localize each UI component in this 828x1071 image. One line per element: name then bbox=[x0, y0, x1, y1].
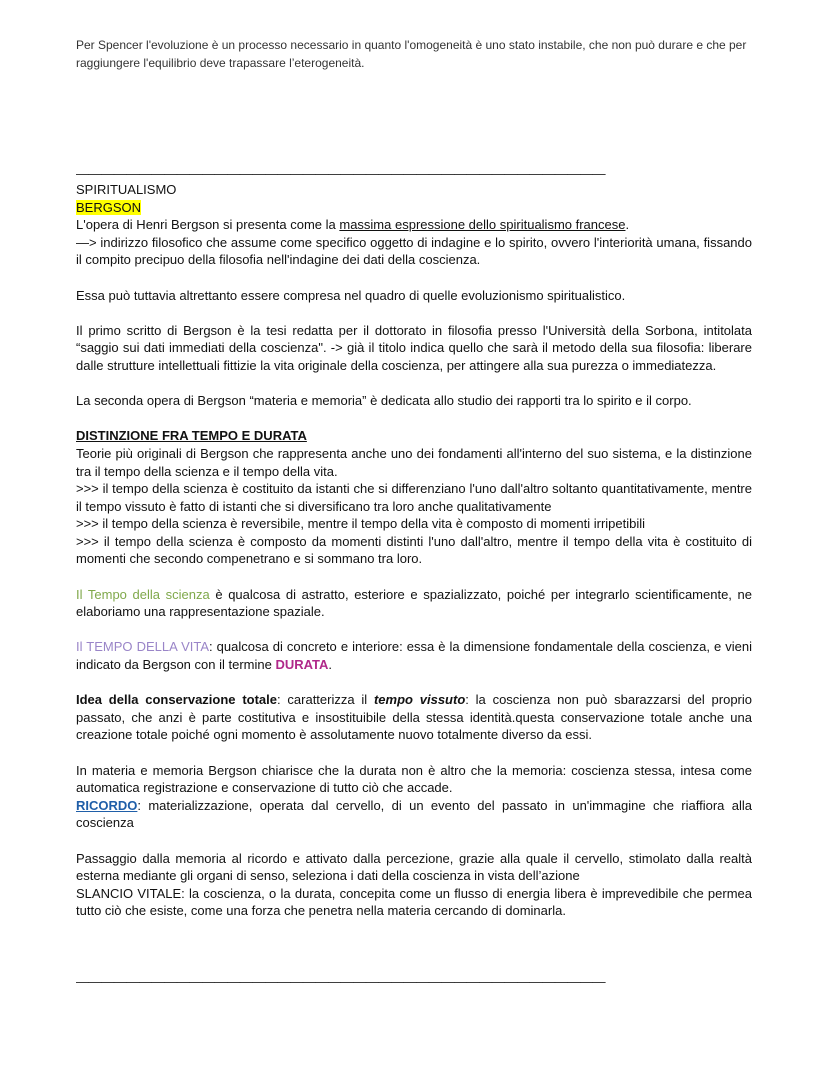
term-ricordo: RICORDO bbox=[76, 797, 138, 813]
main-content bbox=[76, 181, 752, 920]
section-title: SPIRITUALISMO bbox=[76, 182, 177, 197]
label-tempo-scienza: Il Tempo della scienza bbox=[76, 586, 210, 602]
paragraph-tempo-vita: Il TEMPO DELLA VITA: qualcosa di concreto e interiore: essa è la dimensione fondamentale della coscienza, e vieni indicato da Bergson con il termine DURATA. bbox=[76, 639, 752, 673]
paragraph-ricordo: RICORDO: materializzazione, operata dal cervello, di un evento del passato in un'immagine che riaffiora alla coscienza bbox=[76, 797, 752, 831]
bullet-distinti: >>> il tempo della scienza è composto da momenti distinti l'uno dall'altro, mentre il tempo della vita è costituito di momenti che secondo compenetrano e si sommano tra loro. bbox=[76, 533, 752, 567]
term-durata: DURATA bbox=[275, 657, 329, 673]
intro-paragraph: Per Spencer l'evoluzione è un processo necessario in quanto l'omogeneità è uno stato instabile, che non può durare e che per raggiungere l'equilibrio deve trapassare l’eterogeneità. bbox=[76, 38, 747, 70]
paragraph-opera: L'opera di Henri Bergson si presenta come la massima espressione dello spiritualismo francese. bbox=[76, 217, 630, 233]
paragraph-conservazione: Idea della conservazione totale: caratterizza il tempo vissuto: la coscienza non può sbarazzarsi del proprio passato, che anzi è parte costitutiva e insostituibile della stessa identità.questa conservazione totale anche una creazione totale poiché ogni momento è assolutamente nuovo totalmente diverso da essi. bbox=[76, 692, 752, 743]
paragraph-seconda-opera: La seconda opera di Bergson “materia e memoria” è dedicata allo studio dei rapporti tra lo spirito e il corpo. bbox=[76, 393, 692, 409]
label-tempo-vita: Il TEMPO DELLA VITA bbox=[76, 639, 210, 655]
author-highlight: BERGSON bbox=[76, 199, 142, 215]
divider-top: —————————————————————————————————————————— bbox=[76, 166, 606, 181]
author-line bbox=[76, 199, 752, 217]
bullet-reversibile: >>> il tempo della scienza è reversibile, mentre il tempo della vita è composto di momenti irripetibili bbox=[76, 516, 646, 532]
bullet-quantitativo: >>> il tempo della scienza è costituito da istanti che si differenziano l'uno dall'altro soltanto quantitativamente, mentre il tempo vissuto è fatto di istanti che si diversificano tra loro anche qualitativamente bbox=[76, 481, 752, 514]
paragraph-slancio: SLANCIO VITALE: la coscienza, o la durata, concepita come un flusso di energia libera è imprevedibile che permea tutto ciò che esiste, come una forza che penetra nella materia cercando di dominarla. bbox=[76, 885, 752, 919]
paragraph-teorie: Teorie più originali di Bergson che rappresenta anche uno dei fondamenti all'interno del suo sistema, e la distinzione tra il tempo della scienza e il tempo della vita. bbox=[76, 445, 752, 479]
underlined-phrase: massima espressione dello spiritualismo francese bbox=[339, 217, 626, 233]
heading-distinzione: DISTINZIONE FRA TEMPO E DURATA bbox=[76, 428, 307, 444]
paragraph-memoria: In materia e memoria Bergson chiarisce che la durata non è altro che la memoria: coscienza stessa, intesa come automatica registrazione e conservazione di tutto ciò che accade. bbox=[76, 762, 752, 796]
term-tempo-vissuto: tempo vissuto bbox=[373, 692, 466, 708]
paragraph-passaggio: Passaggio dalla memoria al ricordo e attivato dalla percezione, grazie alla quale il cervello, stimolato dalla realtà esterna mediante gli organi di senso, seleziona i dati della coscienza in vista dell’azione bbox=[76, 850, 752, 884]
divider-bottom: —————————————————————————————————————————— bbox=[76, 974, 606, 989]
paragraph-evoluzionismo: Essa può tuttavia altrettanto essere compresa nel quadro di quelle evoluzionismo spiritualistico. bbox=[76, 287, 626, 303]
paragraph-tempo-scienza: Il Tempo della scienza è qualcosa di astratto, esteriore e spazializzato, poiché per integrarlo scientificamente, ne elaboriamo una rappresentazione spaziale. bbox=[76, 586, 752, 620]
paragraph-indirizzo: —> indirizzo filosofico che assume come specifico oggetto di indagine e lo spirito, ovvero l'interiorità umana, fissando il compito precipuo della filosofia nell'indagine dei dati della coscienza. bbox=[76, 234, 752, 268]
label-conservazione: Idea della conservazione totale bbox=[76, 692, 277, 708]
paragraph-primo-scritto: Il primo scritto di Bergson è la tesi redatta per il dottorato in filosofia presso l'Università della Sorbona, intitolata “saggio sui dati immediati della coscienza". -> già il titolo indica quello che sarà il metodo della sua filosofia: liberare dalle strutture intellettuali fittizie la vita originale della coscienza, per attingere alla sua purezza o immediatezza. bbox=[76, 322, 752, 373]
